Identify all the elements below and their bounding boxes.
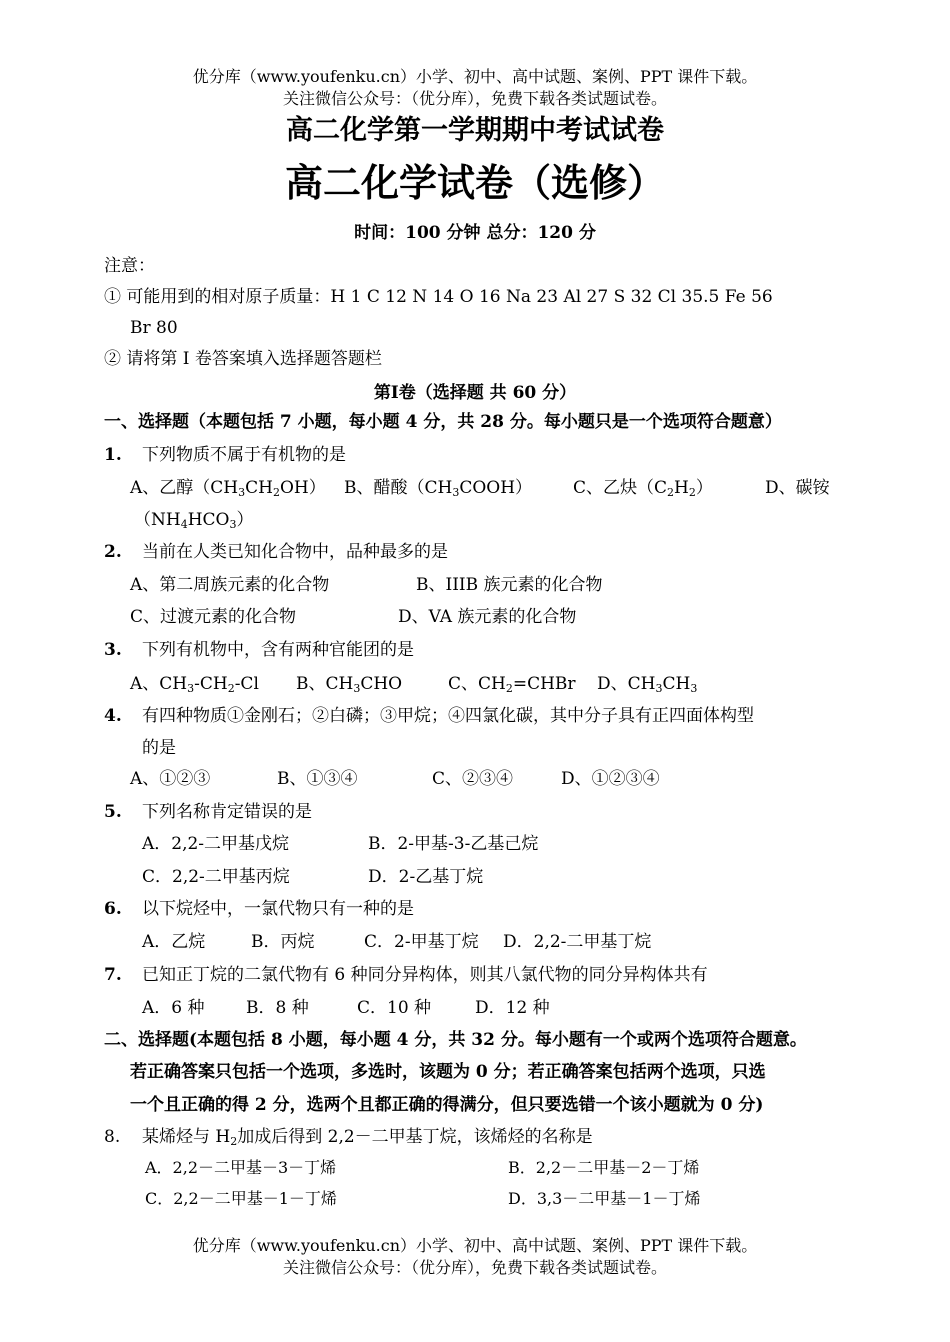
note-1: ① 可能用到的相对原子质量：H 1 C 12 N 14 O 16 Na 23 Al 27 S 32 Cl 35.5 Fe 56 — [104, 287, 773, 307]
section2-title-line-3: 一个且正确的得 2 分，选两个且都正确的得满分，但只要选错一个该小题就为 0 分) — [130, 1095, 764, 1115]
footer-line-1: 优分库（www.youfenku.cn）小学、初中、高中试题、案例、PPT 课件下载。 — [192, 1236, 758, 1255]
exam-subtitle: 高二化学试卷（选修） — [284, 160, 665, 205]
note-1-continued: Br 80 — [130, 318, 178, 338]
question-number: 1. — [104, 445, 122, 465]
q4-stem-continued: 的是 — [142, 738, 176, 758]
q1-option-d-formula: $(NH_4HCO_3)$ — [134, 510, 254, 531]
q5-option-a: A．2,2-二甲基戊烷 — [142, 834, 290, 854]
q6-option-a: A．乙烷 — [142, 932, 206, 952]
q6-option-c: C．2-甲基丁烷 — [364, 932, 479, 952]
q2-option-b: B、IIIB 族元素的化合物 — [416, 575, 603, 595]
q2-option-d: D、VA 族元素的化合物 — [398, 607, 577, 627]
q4-option-d: D、①②③④ — [561, 769, 660, 789]
q6-option-d: D．2,2-二甲基丁烷 — [503, 932, 652, 952]
q1-option-d: D、碳铵 — [765, 478, 830, 498]
question-number: 8. — [104, 1127, 121, 1147]
time-score-info: 时间：100 分钟 总分：120 分 — [354, 223, 596, 243]
question-4 — [104, 704, 754, 728]
q7-option-b: B．8 种 — [246, 998, 309, 1018]
question-3 — [104, 638, 414, 662]
section1-title: 一、选择题（本题包括 7 小题，每小题 4 分，共 28 分。每小题只是一个选项符合题意） — [104, 412, 782, 432]
q7-option-a: A．6 种 — [142, 998, 205, 1018]
question-number: 5. — [104, 802, 122, 822]
q3-option-d: D、$CH_3CH_3$ — [597, 674, 698, 695]
section2-title-line-1: 二、选择题(本题包括 8 小题，每小题 4 分，共 32 分。每小题有一个或两个选项符合题意。 — [104, 1030, 807, 1050]
q1-option-a: A、乙醇$(CH_3CH_2OH)$ — [130, 478, 326, 499]
question-stem: 下列物质不属于有机物的是 — [142, 445, 346, 465]
question-stem: 下列名称肯定错误的是 — [142, 802, 312, 822]
question-stem: 以下烷烃中，一氯代物只有一种的是 — [142, 899, 414, 919]
question-6 — [104, 897, 414, 921]
header-line-2: 关注微信公众号：（优分库），免费下载各类试题试卷。 — [282, 89, 667, 108]
question-stem: 当前在人类已知化合物中，品种最多的是 — [142, 542, 448, 562]
q5-option-d: D．2-乙基丁烷 — [368, 867, 484, 887]
exam-title: 高二化学第一学期期中考试试卷 — [286, 115, 664, 146]
notes-label: 注意： — [104, 256, 155, 276]
question-8 — [104, 1125, 593, 1154]
q6-option-b: B．丙烷 — [251, 932, 315, 952]
q2-option-c: C、过渡元素的化合物 — [130, 607, 297, 627]
q8-option-a: A．2,2－二甲基－3－丁烯 — [145, 1158, 337, 1177]
header-line-1: 优分库（www.youfenku.cn）小学、初中、高中试题、案例、PPT 课件下载。 — [192, 67, 758, 86]
q8-option-d: D．3,3－二甲基－1－丁烯 — [508, 1189, 701, 1208]
footer-line-2: 关注微信公众号：（优分库），免费下载各类试题试卷。 — [282, 1258, 667, 1277]
q3-option-c: C、$CH_2=CHBr$ — [448, 674, 576, 695]
part1-title: 第Ⅰ卷（选择题 共 60 分） — [373, 383, 577, 403]
q7-option-d: D．12 种 — [475, 998, 550, 1018]
question-number: 3. — [104, 640, 122, 660]
question-number: 2. — [104, 542, 122, 562]
question-number: 4. — [104, 706, 122, 726]
question-1 — [104, 443, 346, 467]
q3-option-a: A、$CH_3-CH_2-Cl$ — [130, 674, 259, 695]
note-2: ② 请将第 I 卷答案填入选择题答题栏 — [104, 349, 382, 369]
question-stem: 已知正丁烷的二氯代物有 6 种同分异构体，则其八氯代物的同分异构体共有 — [142, 965, 708, 985]
section2-title-line-2: 若正确答案只包括一个选项，多选时，该题为 0 分；若正确答案包括两个选项，只选 — [130, 1062, 766, 1082]
q5-option-c: C．2,2-二甲基丙烷 — [142, 867, 290, 887]
question-stem: 下列有机物中，含有两种官能团的是 — [142, 640, 414, 660]
question-5 — [104, 800, 312, 824]
q8-option-c: C．2,2－二甲基－1－丁烯 — [145, 1189, 337, 1208]
question-7 — [104, 963, 708, 987]
question-number: 6. — [104, 899, 122, 919]
q1-option-b: B、醋酸$(CH_3COOH)$ — [344, 478, 533, 499]
q4-option-b: B、①③④ — [277, 769, 358, 789]
q8-option-b: B．2,2－二甲基－2－丁烯 — [508, 1158, 700, 1177]
q7-option-c: C．10 种 — [357, 998, 432, 1018]
q4-option-a: A、①②③ — [130, 769, 211, 789]
q2-option-a: A、第二周族元素的化合物 — [130, 575, 330, 595]
q3-option-b: B、$CH_3CHO$ — [296, 674, 403, 695]
q1-option-c: C、乙炔$(C_2H_2)$ — [573, 478, 713, 499]
q5-option-b: B．2-甲基-3-乙基己烷 — [368, 834, 539, 854]
question-2 — [104, 540, 448, 564]
question-stem: 有四种物质①金刚石；②白磷；③甲烷；④四氯化碳，其中分子具有正四面体构型 — [142, 706, 754, 726]
q4-option-c: C、②③④ — [432, 769, 514, 789]
question-stem: 某烯烃与 $H_2$加成后得到 2,2－二甲基丁烷，该烯烃的名称是 — [142, 1127, 593, 1148]
question-number: 7. — [104, 965, 122, 985]
